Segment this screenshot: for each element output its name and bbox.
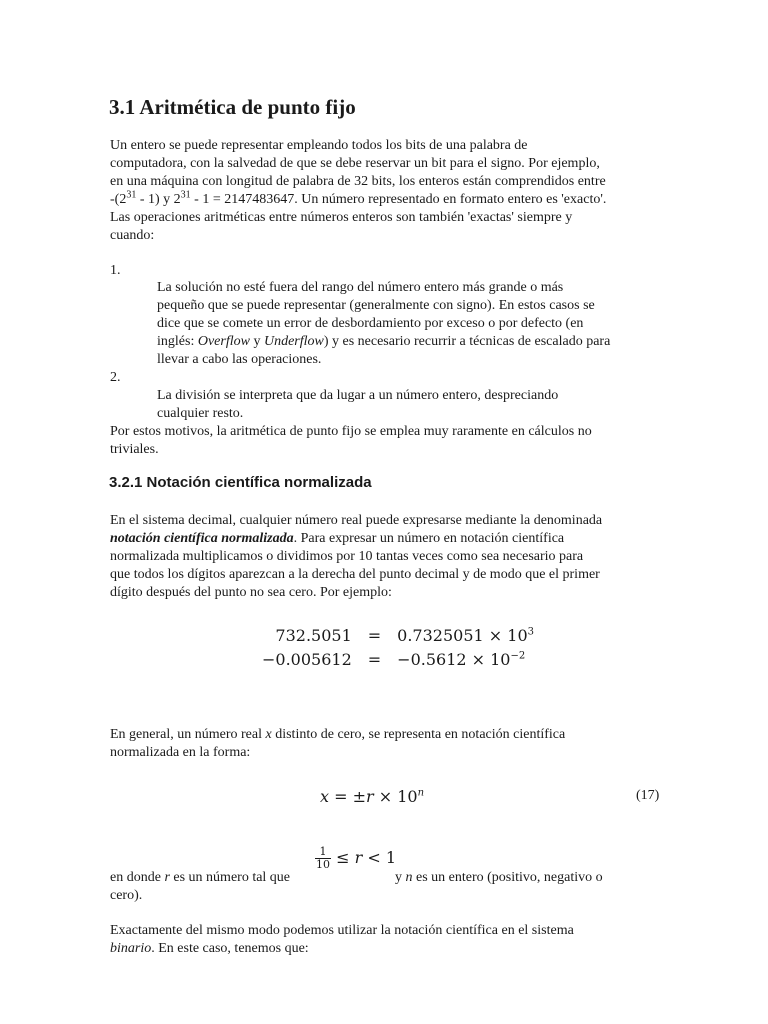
text-line: normalizada multiplicamos o dividimos por 10 tantas veces como sea necesario para xyxy=(110,549,584,564)
text-line: y n es un entero (positivo, negativo o xyxy=(395,870,603,885)
text-line: en donde r es un número tal que xyxy=(110,870,291,885)
equation-rhs: $-0.5612 \times 10^{-2}$ xyxy=(397,650,526,669)
binary-paragraph xyxy=(110,922,660,958)
text-line: inglés: Overflow y Underflow) y es necesario recurrir a técnicas de escalado para xyxy=(157,334,611,349)
superscript: 31 xyxy=(180,189,191,201)
equation-row xyxy=(262,648,534,672)
list-item-2 xyxy=(157,387,662,423)
fraction: $\frac{1}{10}$ xyxy=(316,845,330,871)
list-number-2: 2. xyxy=(110,370,121,385)
text-line: La división se interpreta que da lugar a un número entero, despreciando xyxy=(157,388,559,403)
normalized-notation-paragraph xyxy=(110,512,660,602)
list-number-1: 1. xyxy=(110,263,121,278)
equation-row xyxy=(262,624,534,648)
term-normalized-notation: notación científica normalizada xyxy=(110,531,294,546)
text-line: que todos los dígitos aparezcan a la derecha del punto decimal y de modo que el primer xyxy=(110,567,600,582)
subsection-title: 3.2.1 Notación científica normalizada xyxy=(109,474,372,491)
text-line: Exactamente del mismo modo podemos utilizar la notación científica en el sistema xyxy=(110,923,574,938)
text-line: notación científica normalizada. Para expresar un número en notación científica xyxy=(110,531,565,546)
text-line: dígito después del punto no sea cero. Por ejemplo: xyxy=(110,585,392,600)
text-line: computadora, con la salvedad de que se debe reservar un bit para el signo. Por ejemplo, xyxy=(110,156,600,171)
text-line: binario. En este caso, tenemos que: xyxy=(110,941,309,956)
text-line: cero). xyxy=(110,888,143,903)
text-line: En general, un número real x distinto de cero, se representa en notación científica xyxy=(110,727,566,742)
equation-lhs: 732.5051 xyxy=(275,626,352,645)
section-title: 3.1 Aritmética de punto fijo xyxy=(109,95,356,119)
text-line: Las operaciones aritméticas entre números enteros son también 'exactas' siempre y xyxy=(110,210,573,225)
inequality: $\frac{1}{10}$ ≤ r < 1 xyxy=(316,845,396,871)
text-line: Por estos motivos, la aritmética de punto fijo se emplea muy raramente en cálculos no xyxy=(110,424,592,439)
text-line: dice que se comete un error de desbordamiento por exceso o por defecto (en xyxy=(157,316,584,331)
text-line: cuando: xyxy=(110,228,155,243)
text-line: cualquier resto. xyxy=(157,406,244,421)
text-line: llevar a cabo las operaciones. xyxy=(157,352,322,367)
term-overflow: Overflow xyxy=(197,334,250,349)
after-list-paragraph xyxy=(110,423,660,459)
equation-lhs: −0.005612 xyxy=(262,650,352,669)
equation-relation: = xyxy=(367,626,382,645)
text-line: En el sistema decimal, cualquier número real puede expresarse mediante la denominada xyxy=(110,513,603,528)
text-line: pequeño que se puede representar (generalmente con signo). En estos casos se xyxy=(157,298,595,313)
equation-relation: = xyxy=(367,650,382,669)
equation-rhs: $0.7325051 \times 10^3$ xyxy=(397,626,534,645)
text-line: La solución no esté fuera del rango del número entero más grande o más xyxy=(157,280,564,295)
text-line: normalizada en la forma: xyxy=(110,745,251,760)
example-equations xyxy=(262,624,534,672)
list-item-1 xyxy=(157,279,662,369)
text-line: triviales. xyxy=(110,442,159,457)
term-binary: binario xyxy=(110,941,152,956)
general-form-paragraph xyxy=(110,726,660,762)
text-line: $-(2^{31} - 1)$ y $2^{31} - 1 = 2147483647$. Un número representado en formato entero es 'exacto'. xyxy=(110,189,607,207)
equation-17: $x = \pm r \times 10^n$ xyxy=(320,787,425,806)
term-underflow: Underflow xyxy=(263,334,324,349)
intro-paragraph xyxy=(110,137,660,245)
equation-number: (17) xyxy=(636,788,660,803)
text-line: en una máquina con longitud de palabra de 32 bits, los enteros están comprendidos entre xyxy=(110,174,606,189)
superscript: 31 xyxy=(126,189,137,201)
text-line: Un entero se puede representar empleando todos los bits de una palabra de xyxy=(110,138,528,153)
